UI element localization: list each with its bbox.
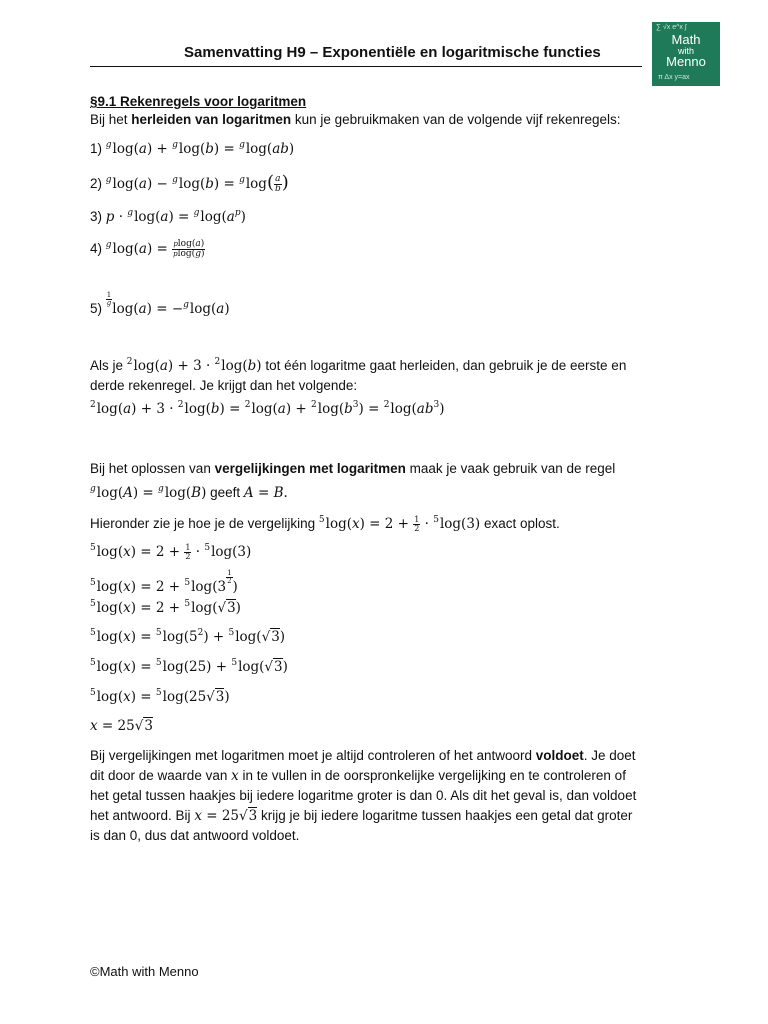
example-paragraph: Als je $^2$log(a) + 3 · $^2$log(b) tot één logaritme gaat herleiden, dan gebruik je de eerste en derde rekenregel. Je krijgt dan het volgende: [90, 357, 627, 393]
page-title: Samenvatting H9 – Exponentiële en logaritmische functies [184, 44, 601, 61]
rule-1: 1) $^g$log(a) + $^g$log(b) = $^g$log(ab) [90, 140, 295, 157]
rule-2: 2) $^g$log(a) − $^g$log(b) = $^g$log( $\frac{a}{b}$ ) [90, 172, 289, 194]
footer-copyright: ©Math with Menno [90, 964, 199, 979]
intro-paragraph: Bij het herleiden van logaritmen kun je gebruikmaken van de volgende vijf rekenregels: [90, 112, 621, 127]
solution-step-4: $^5\log(x) = ^5\log(5^2) + ^5\log(√3)$ [90, 628, 286, 645]
solution-answer: x = 25√3 [90, 718, 153, 734]
header-divider [90, 66, 642, 67]
section-heading: §9.1 Rekenregels voor logaritmen [90, 94, 307, 109]
logo-doodle: ∑ √x e^x ∫ [656, 24, 687, 31]
solution-step-3: $^5$log(x) = 2 + $^5$log(√3) [90, 599, 241, 616]
logo-doodle-bottom: π Δx y=ax [658, 74, 690, 81]
solution-step-2: $^5$log(x) = 2 + $^5$log(3 $\frac{1}{2}$ ) [90, 569, 238, 595]
logo-line-3: Menno [666, 54, 706, 69]
rule-5: 5) $\frac{1}{g}$ log(a) = −$^g$log(a) [90, 291, 230, 317]
check-paragraph: Bij vergelijkingen met logaritmen moet je altijd controleren of het antwoord voldoet. Je doet dit door de waarde van x in te vullen in de oorspronkelijke vergelijking en te controleren of het getal tussen haakjes bij iedere logaritme groter is dan 0. Als dit het geval is, dan voldoet het antwoord. Bij x = 25√3 krijg je bij iedere logaritme tussen haakjes een getal dat groter is dan 0, dus dat antwoord voldoet. [90, 748, 637, 843]
solution-step-1: $^5$log(x) = 2 + $\frac{1}{2}$ · $^5$log(3) [90, 543, 252, 561]
solution-step-6: $^5$log(x) = $^5$log(25√3) [90, 688, 230, 705]
solution-step-5: $^5$log(x) = $^5$log(25) + $^5$log(√3) [90, 658, 288, 675]
math-with-menno-logo [652, 22, 720, 86]
rule-4: 4) $^g$log(a) = $\frac{plog(a)}{plog(g)}$ [90, 239, 205, 259]
rule-3: 3) $p \cdot ^g\log(a) = ^g\log(a^p)$ [90, 208, 246, 225]
equations-paragraph: Bij het oplossen van vergelijkingen met logaritmen maak je vaak gebruik van de regel $^g$log(A) = $^g$log(B) geeft A = B. [90, 461, 616, 501]
example-result: $^2\log(a) + 3 \cdot ^2\log(b) = ^2\log(a) + ^2\log(b^3) = ^2\log(ab^3)$ [90, 400, 445, 417]
logo-line-2: with [677, 46, 694, 56]
hieronder-paragraph: Hieronder zie je hoe je de vergelijking $^5$log(x) = 2 + $\frac{1}{2}$ · $^5$log(3) exact oplost. [90, 515, 560, 533]
logo-line-1: Math [671, 32, 701, 47]
